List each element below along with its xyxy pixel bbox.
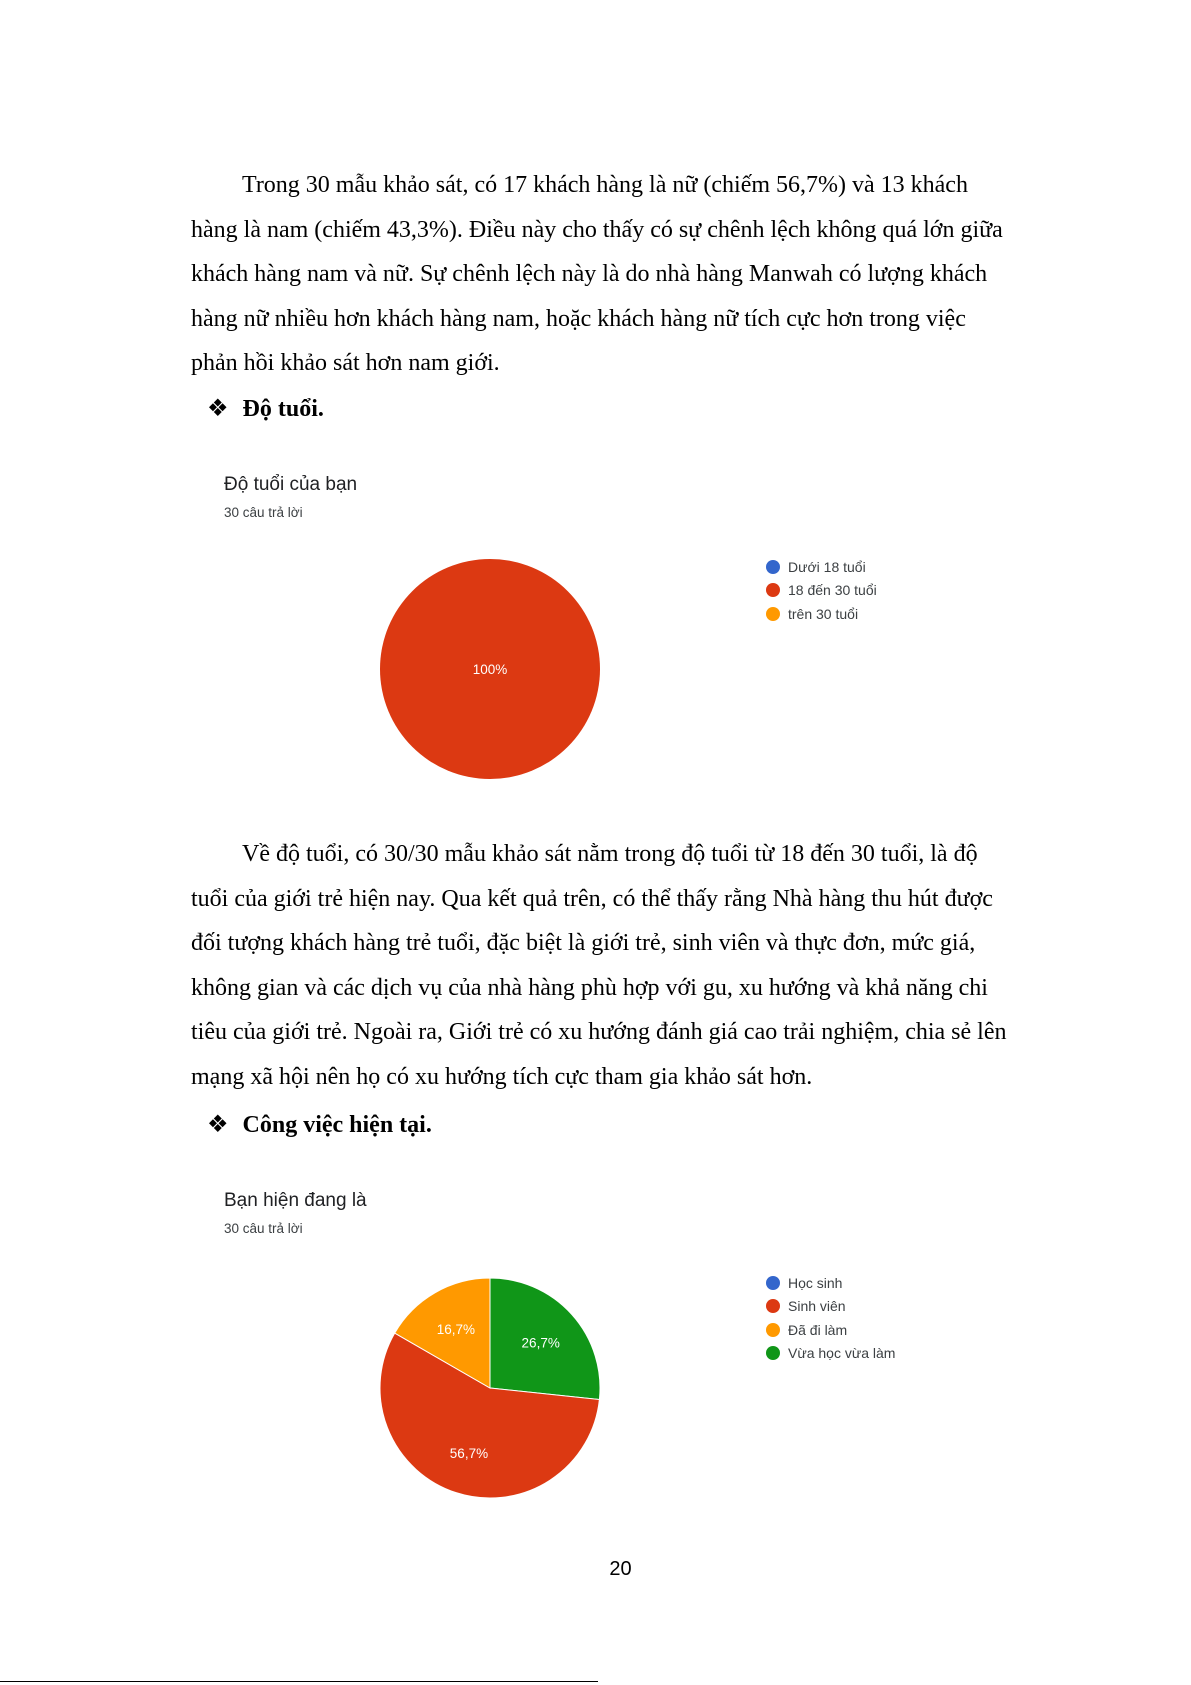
section-heading-text: Độ tuổi. — [242, 396, 324, 422]
legend-label: Vừa học vừa làm — [788, 1345, 896, 1362]
chart-subtitle: 30 câu trả lời — [224, 1221, 303, 1236]
section-heading-job — [207, 1110, 432, 1139]
legend-item — [766, 1295, 895, 1319]
slice-value-label: 100% — [472, 662, 508, 677]
paragraph-line: hàng là nam (chiếm 43,3%). Điều này cho thấy có sự chênh lệch không quá lớn giữa — [191, 216, 1003, 243]
legend-item — [766, 1342, 895, 1366]
legend-swatch-icon — [766, 1299, 780, 1313]
age-pie-chart — [196, 450, 1091, 790]
legend-item — [766, 555, 877, 579]
diamond-bullet-icon: ❖ — [207, 1112, 229, 1138]
job-pie-chart — [196, 1166, 1091, 1536]
paragraph-line: Trong 30 mẫu khảo sát, có 17 khách hàng là nữ (chiếm 56,7%) và 13 khách — [242, 172, 968, 198]
paragraph-gender-analysis — [191, 163, 1071, 386]
chart-legend — [766, 555, 877, 626]
slice-value-label: 16,7% — [436, 1321, 476, 1337]
chart-title: Bạn hiện đang là — [224, 1190, 367, 1211]
paragraph-line: hàng nữ nhiều hơn khách hàng nam, hoặc khách hàng nữ tích cực hơn trong việc — [191, 305, 966, 332]
paragraph-line: Về độ tuổi, có 30/30 mẫu khảo sát nằm trong độ tuổi từ 18 đến 30 tuổi, là độ — [242, 841, 978, 867]
section-heading-age — [207, 394, 324, 423]
paragraph-line: tuổi của giới trẻ hiện nay. Qua kết quả trên, có thể thấy rằng Nhà hàng thu hút được — [191, 885, 993, 912]
legend-label: Học sinh — [788, 1274, 843, 1291]
legend-item — [766, 1271, 895, 1295]
legend-swatch-icon — [766, 1276, 780, 1290]
pie-chart-svg — [196, 450, 1091, 790]
paragraph-line: phản hồi khảo sát hơn nam giới. — [191, 350, 500, 376]
legend-label: Đã đi làm — [788, 1321, 848, 1338]
diamond-bullet-icon: ❖ — [207, 396, 229, 422]
slice-value-label: 56,7% — [449, 1445, 489, 1461]
paragraph-line: không gian và các dịch vụ của nhà hàng phù hợp với gu, xu hướng và khả năng chi — [191, 974, 988, 1001]
legend-swatch-icon — [766, 583, 780, 597]
legend-swatch-icon — [766, 560, 780, 574]
paragraph-line: mạng xã hội nên họ có xu hướng tích cực tham gia khảo sát hơn. — [191, 1063, 813, 1090]
paragraph-line: khách hàng nam và nữ. Sự chênh lệch này là do nhà hàng Manwah có lượng khách — [191, 261, 988, 287]
legend-label: 18 đến 30 tuổi — [788, 582, 877, 599]
pie-chart-svg — [196, 1166, 1091, 1536]
legend-label: Dưới 18 tuổi — [788, 558, 866, 575]
legend-item — [766, 1318, 895, 1342]
footer-rule — [0, 1681, 598, 1682]
legend-label: Sinh viên — [788, 1298, 846, 1315]
legend-item — [766, 602, 877, 626]
legend-swatch-icon — [766, 1323, 780, 1337]
chart-subtitle: 30 câu trả lời — [224, 505, 303, 520]
legend-item — [766, 579, 877, 603]
page-number: 20 — [609, 1558, 632, 1580]
slice-value-label: 26,7% — [521, 1335, 560, 1351]
chart-legend — [766, 1271, 895, 1365]
paragraph-age-analysis — [191, 832, 1071, 1099]
legend-swatch-icon — [766, 607, 780, 621]
chart-title: Độ tuổi của bạn — [224, 474, 358, 495]
section-heading-text: Công việc hiện tại. — [242, 1112, 432, 1138]
legend-swatch-icon — [766, 1346, 780, 1360]
legend-label: trên 30 tuổi — [788, 605, 859, 622]
paragraph-line: đối tượng khách hàng trẻ tuổi, đặc biệt là giới trẻ, sinh viên và thực đơn, mức giá, — [191, 930, 976, 956]
paragraph-line: tiêu của giới trẻ. Ngoài ra, Giới trẻ có xu hướng đánh giá cao trải nghiệm, chia sẻ lên — [191, 1019, 1007, 1045]
